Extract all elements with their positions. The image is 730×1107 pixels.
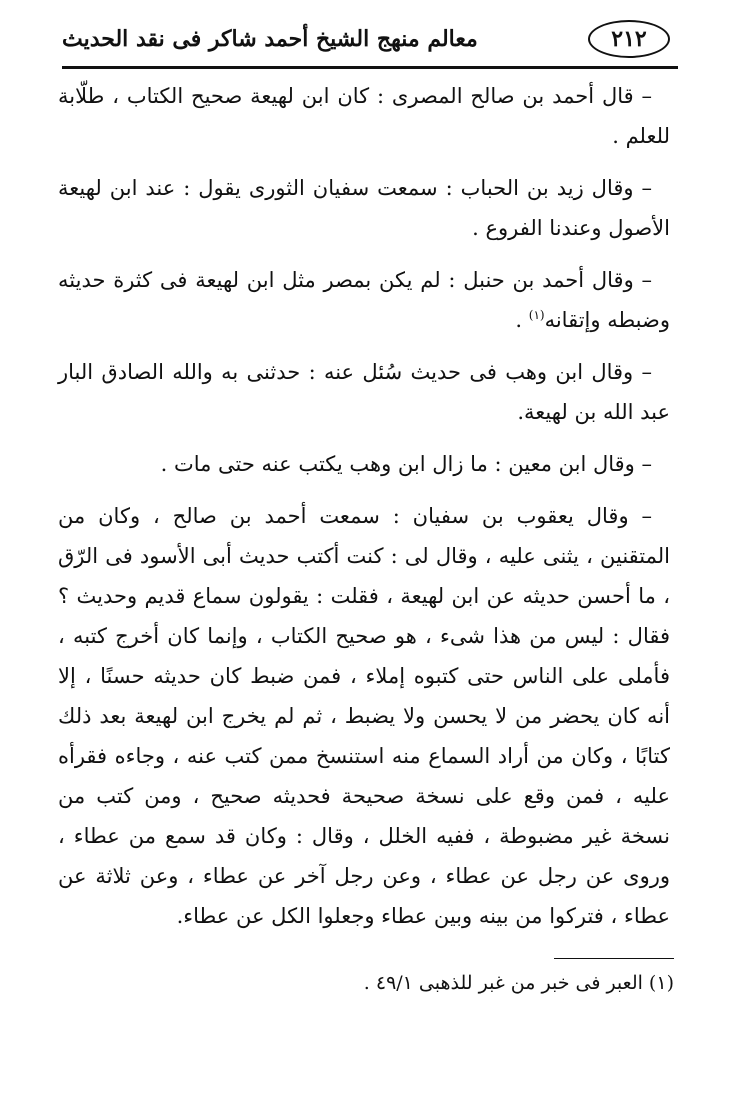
paragraph-1: – قال أحمد بن صالح المصرى : كان ابن لهيعة صحيح الكتاب ، طلّابة للعلم .: [58, 84, 670, 148]
footnote-rule: [554, 958, 674, 959]
paragraph-5: – وقال ابن معين : ما زال ابن وهب يكتب عنه حتى مات .: [160, 452, 652, 476]
paragraph-4: – وقال ابن وهب فى حديث سُئل عنه : حدثنى به والله الصادق البار عبد الله بن لهيعة.: [58, 360, 670, 424]
paragraph-6: – وقال يعقوب بن سفيان : سمعت أحمد بن صالح ، وكان من المتقنين ، يثنى عليه ، وقال لى : كنت أكتب حديث أبى الأسود فى الرّق ، ما أحسن حديثه عن ابن لهيعة ، فقلت : يقولون سماع قديم وحديث ؟ فقال : ليس من هذا شىء ، هو صحيح الكتاب ، وإنما كان أخرج كتبه ، فأملى على الناس حتى كتبوه إملاء ، فمن ضبط كان حديثه حسنًا ، إلا أنه كان يحضر من لا يحسن ولا يضبط ، ثم لم يخرج ابن لهيعة بعد ذلك كتابًا ، وكان من أراد السماع منه استنسخ ممن كتب عنه ، وجاءه فقرأه عليه ، فمن وقع على نسخة صحيحة فحديثه صحيح ، ومن كتب من نسخة غير مضبوطة ، ففيه الخلل ، وقال : وكان قد سمع من عطاء ، وروى عن رجل عن عطاء ، وعن رجل آخر عن عطاء ، وعن ثلاثة عن عطاء ، فتركوا من بينه وبين عطاء وجعلوا الكل عن عطاء.: [58, 504, 670, 928]
footnote-marker: (١): [528, 308, 545, 322]
footnote: (١) العبر فى خبر من غبر للذهبى ٤٩/١ .: [363, 972, 674, 994]
page-header: [62, 20, 678, 68]
running-title: معالم منهج الشيخ أحمد شاكر فى نقد الحديث: [62, 26, 478, 52]
body-text: [58, 76, 670, 948]
paragraph-3-text: – وقال أحمد بن حنبل : لم يكن بمصر مثل ابن لهيعة فى كثرة حديثه وضبطه وإتقانه: [58, 268, 670, 332]
header-rule: [62, 66, 678, 69]
paragraph-3: [58, 260, 670, 340]
paragraph-3-end: .: [515, 308, 529, 332]
paragraph-2: – وقال زيد بن الحباب : سمعت سفيان الثورى يقول : عند ابن لهيعة الأصول وعندنا الفروع .: [58, 176, 670, 240]
page-number: ٢١٢: [588, 20, 670, 58]
